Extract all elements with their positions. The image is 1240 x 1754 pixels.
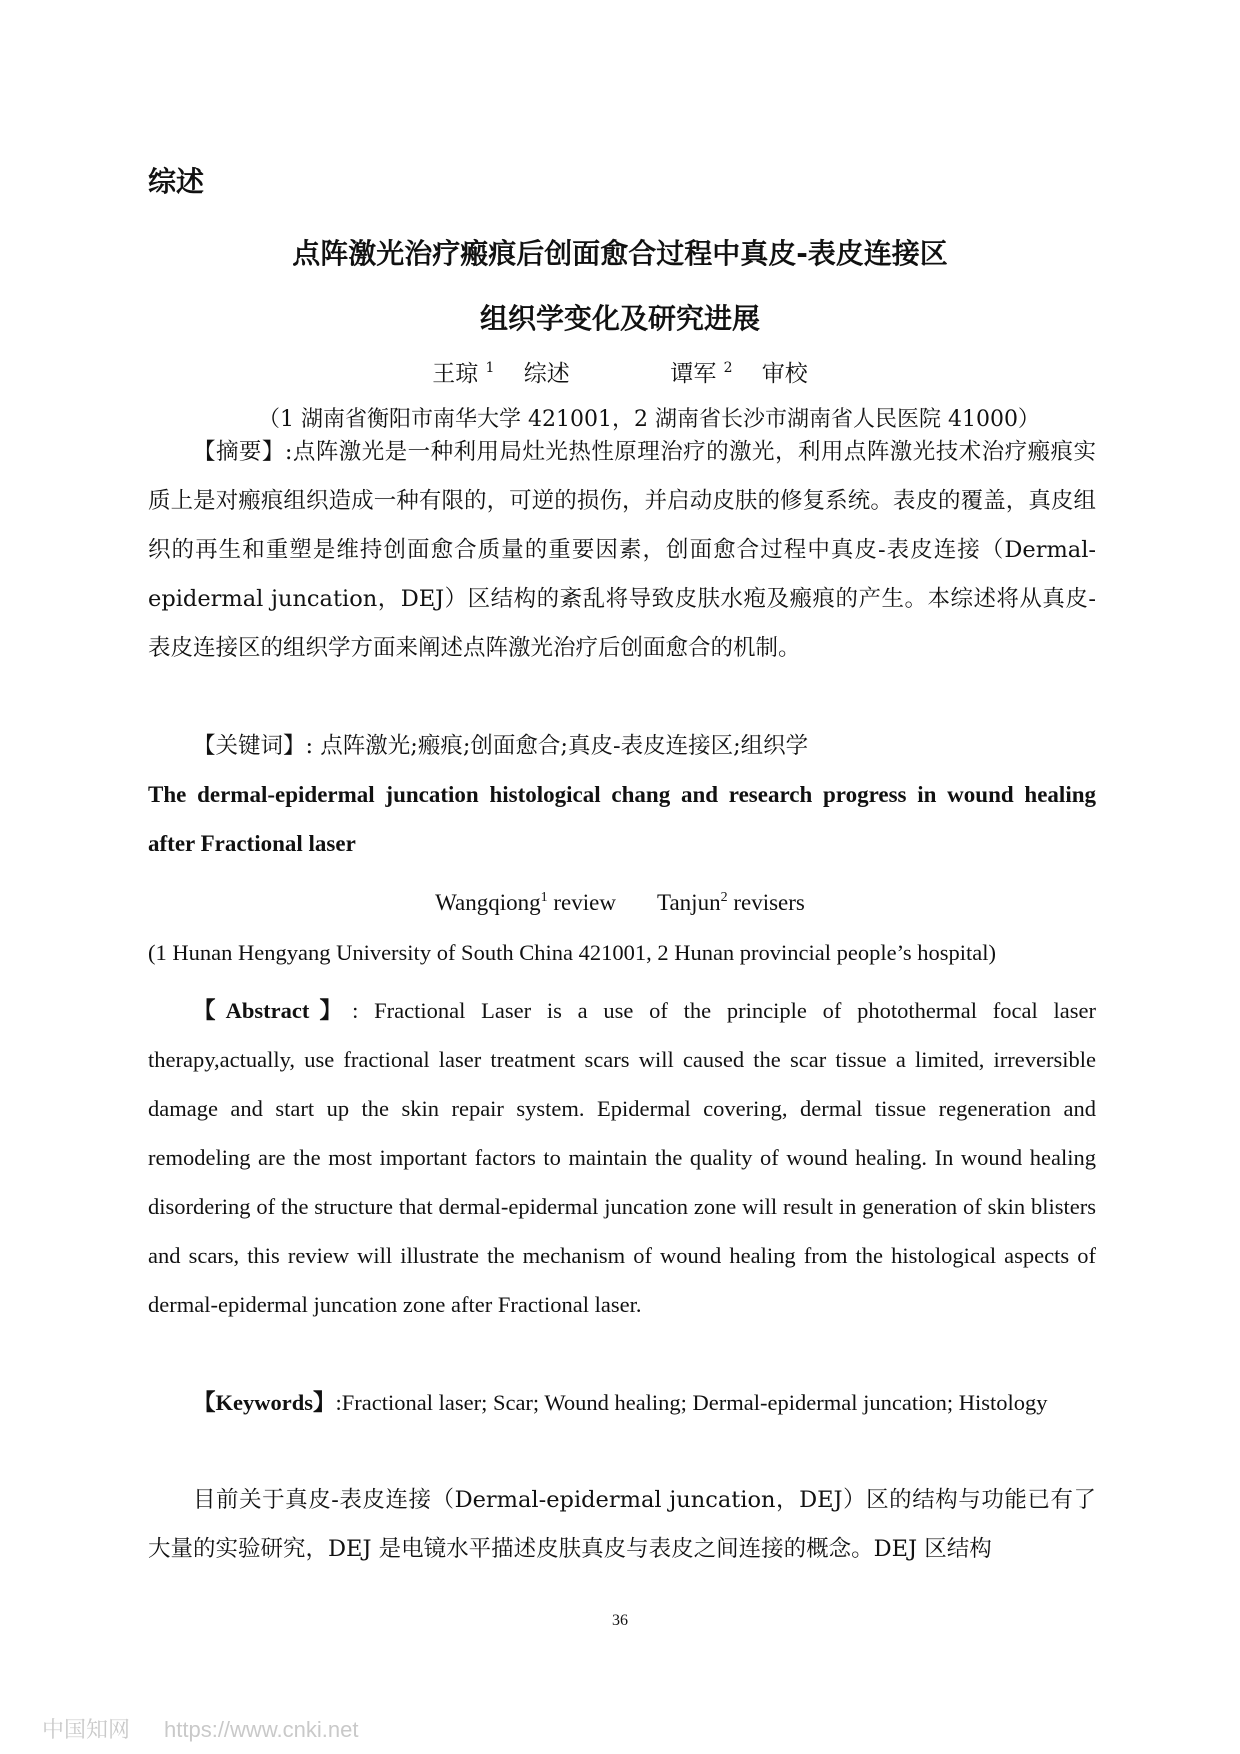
- author-role: review: [547, 890, 616, 915]
- keywords-en-label: 【Keywords】: [193, 1390, 336, 1415]
- author-name: 王琼: [432, 361, 479, 387]
- page-number: 36: [612, 1612, 628, 1629]
- affiliation-en: (1 Hunan Hengyang University of South China 421001, 2 Hunan provincial people’s hospital): [148, 940, 996, 965]
- keywords-en-text: :Fractional laser; Scar; Wound healing; Dermal-epidermal juncation; Histology: [335, 1390, 1048, 1415]
- abstract-cn: [148, 428, 1096, 673]
- keywords-cn: [148, 722, 1096, 771]
- author-affiliation-mark: 1: [540, 890, 548, 905]
- article-title-en: The dermal-epidermal juncation histological chang and research progress in wound healing after Fractional laser: [148, 782, 1096, 856]
- keywords-en: [148, 1378, 1096, 1427]
- author-affiliation-mark: 2: [723, 360, 733, 376]
- section-label: 综述: [148, 165, 205, 198]
- author-role: 综述: [523, 361, 570, 387]
- author-affiliation-mark: 1: [485, 360, 495, 376]
- article-title-cn-line2: 组织学变化及研究进展: [479, 302, 760, 335]
- watermark-url: https://www.cnki.net: [164, 1717, 359, 1742]
- authors-cn: [0, 355, 1240, 388]
- abstract-en: [148, 986, 1096, 1329]
- author-name: Tanjun: [657, 890, 721, 915]
- body-paragraph: 目前关于真皮-表皮连接（Dermal-epidermal juncation，DEJ）区的结构与功能已有了大量的实验研究，DEJ 是电镜水平描述皮肤真皮与表皮之间连接的概念。DEJ 区结构: [148, 1487, 1096, 1562]
- author-name: 谭军: [670, 361, 717, 387]
- author-name: Wangqiong: [435, 890, 541, 915]
- abstract-en-label: 【Abstract】: [193, 998, 353, 1023]
- article-title-cn-line1: 点阵激光治疗瘢痕后创面愈合过程中真皮-表皮连接区: [292, 237, 948, 270]
- authors-en: [0, 890, 1240, 916]
- abstract-cn-text: :点阵激光是一种利用局灶光热性原理治疗的激光，利用点阵激光技术治疗瘢痕实质上是对瘢痕组织造成一种有限的，可逆的损伤，并启动皮肤的修复系统。表皮的覆盖，真皮组织的再生和重塑是维持创面愈合质量的重要因素，创面愈合过程中真皮-表皮连接（Dermal-epidermal juncation，DEJ）区结构的紊乱将导致皮肤水疱及瘢痕的产生。本综述将从真皮-表皮连接区的组织学方面来阐述点阵激光治疗后创面愈合的机制。: [148, 439, 1096, 661]
- author-affiliation-mark: 2: [720, 890, 728, 905]
- watermark: [42, 1713, 358, 1744]
- keywords-cn-label: 【关键词】: [193, 733, 306, 759]
- abstract-en-text: : Fractional Laser is a use of the principle of photothermal focal laser therapy,actually, use fractional laser treatment scars will caused the scar tissue a limited, irreversible damage and start up the skin repair system. Epidermal covering, dermal tissue regeneration and remodeling are the most important factors to maintain the quality of wound healing. In wound healing disordering of the structure that dermal-epidermal juncation zone will result in generation of skin blisters and scars, this review will illustrate the mechanism of wound healing from the histological aspects of dermal-epidermal juncation zone after Fractional laser.: [148, 998, 1096, 1317]
- abstract-cn-label: 【摘要】: [193, 439, 285, 465]
- author-role: 审校: [761, 361, 808, 387]
- watermark-brand: 中国知网: [42, 1718, 131, 1743]
- keywords-cn-text: : 点阵激光;瘢痕;创面愈合;真皮-表皮连接区;组织学: [305, 733, 809, 759]
- affiliation-cn: （1 湖南省衡阳市南华大学 421001，2 湖南省长沙市湖南省人民医院 41000）: [258, 407, 1040, 432]
- author-role: revisers: [727, 890, 805, 915]
